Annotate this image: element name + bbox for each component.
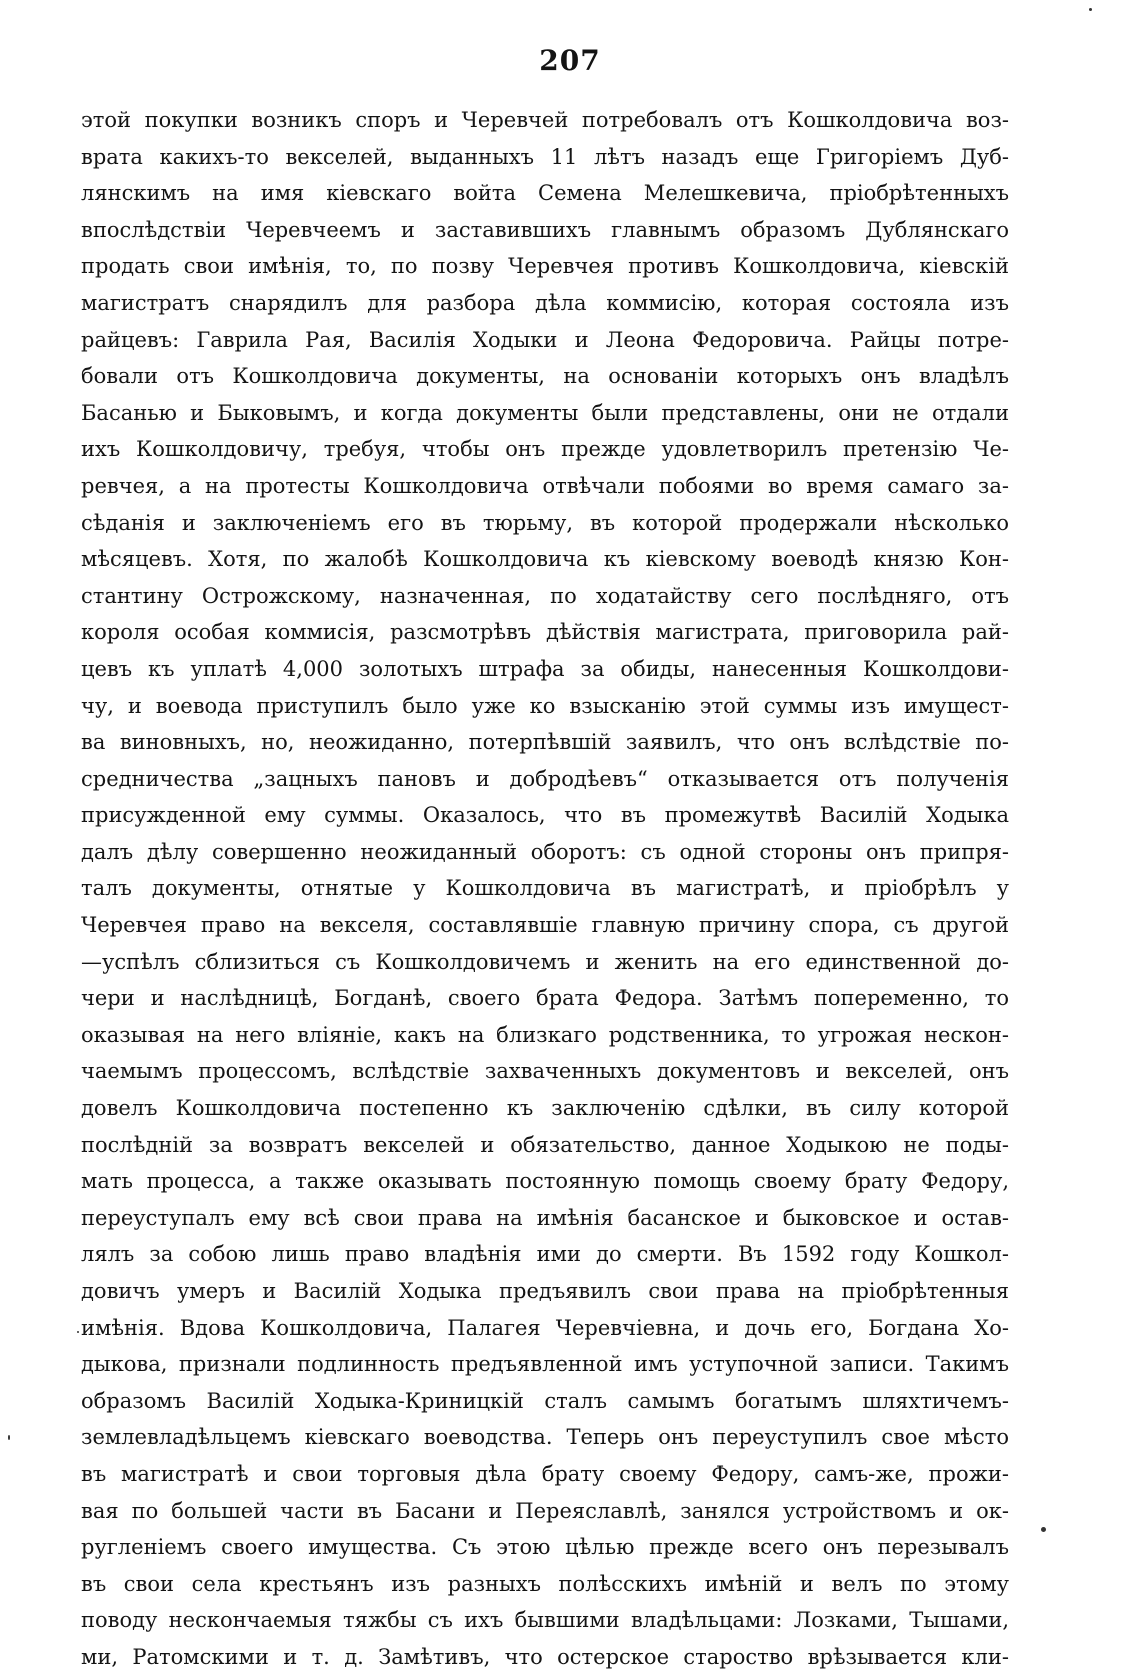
- text-line: средничества „зацныхъ пановъ и добродѣевъ“ отказывается отъ полученія: [81, 766, 1009, 791]
- text-line: поводу нескончаемыя тяжбы съ ихъ бывшими владѣльцами: Лозками, Тышами,: [81, 1608, 1009, 1633]
- text-line: стантину Острожскому, назначенная, по ходатайству сего послѣдняго, отъ: [81, 583, 1009, 608]
- scan-speck: [1089, 8, 1092, 11]
- text-line: послѣдній за возвратъ векселей и обязательство, данное Ходыкою не поды-: [81, 1132, 1009, 1157]
- text-line: Басанью и Быковымъ, и когда документы были представлены, они не отдали: [81, 400, 1009, 425]
- text-line: ревчея, а на протесты Кошколдовича отвѣчали побоями во время самаго за-: [81, 473, 1009, 498]
- text-line: далъ дѣлу совершенно неожиданный оборотъ: съ одной стороны онъ припря-: [81, 839, 1009, 864]
- text-line: дыкова, признали подлинность предъявленной имъ уступочной записи. Такимъ: [81, 1352, 1009, 1377]
- page-number: 207: [539, 44, 601, 77]
- text-line: въ свои села крестьянъ изъ разныхъ полѣсскихъ имѣній и велъ по этому: [81, 1571, 1009, 1596]
- text-line: цевъ къ уплатѣ 4,000 золотыхъ штрафа за обиды, нанесенныя Кошколдови-: [81, 656, 1009, 681]
- text-line: довичъ умеръ и Василій Ходыка предъявилъ свои права на пріобрѣтенныя: [81, 1279, 1009, 1303]
- scan-speck: [1041, 1527, 1046, 1532]
- text-line: талъ документы, отнятые у Кошколдовича въ магистратѣ, и пріобрѣлъ у: [81, 876, 1009, 901]
- text-line: чу, и воевода приступилъ было уже ко взысканію этой суммы изъ имущест-: [81, 693, 1009, 718]
- text-line: магистратъ снарядилъ для разбора дѣла коммисію, которая состояла изъ: [81, 290, 1009, 315]
- text-line: вая по большей части въ Басани и Переяславлѣ, занялся устройствомъ и ок-: [81, 1498, 1009, 1523]
- text-line: переуступалъ ему всѣ свои права на имѣнія басанское и быковское и остав-: [81, 1205, 1009, 1230]
- text-line: въ магистратѣ и свои торговыя дѣла брату своему Федору, самъ-же, прожи-: [81, 1461, 1009, 1486]
- text-line: бовали отъ Кошколдовича документы, на основаніи которыхъ онъ владѣлъ: [81, 364, 1009, 389]
- text-line: оказывая на него вліяніе, какъ на близкаго родственника, то угрожая нескон-: [81, 1022, 1009, 1047]
- text-line: лянскимъ на имя кіевскаго войта Семена Мелешкевича, пріобрѣтенныхъ: [81, 181, 1009, 206]
- text-line: имѣнія. Вдова Кошколдовича, Палагея Черевчіевна, и дочь его, Богдана Хо-: [81, 1315, 1009, 1340]
- text-line: мѣсяцевъ. Хотя, по жалобѣ Кошколдовича къ кіевскому воеводѣ князю Кон-: [81, 547, 1009, 572]
- text-line: продать свои имѣнія, то, по позву Черевчея противъ Кошколдовича, кіевскій: [81, 254, 1009, 279]
- text-line: образомъ Василій Ходыка-Криницкій сталъ самымъ богатымъ шляхтичемъ-: [81, 1388, 1009, 1413]
- text-line: землевладѣльцемъ кіевскаго воеводства. Теперь онъ переуступилъ свое мѣсто: [81, 1425, 1009, 1450]
- scan-speck: [8, 1435, 10, 1440]
- text-line: ихъ Кошколдовичу, требуя, чтобы онъ прежде удовлетворилъ претензію Че-: [81, 437, 1009, 462]
- scan-speck: [77, 1331, 79, 1333]
- text-line: лялъ за собою лишь право владѣнія ими до смерти. Въ 1592 году Кошкол-: [81, 1242, 1009, 1267]
- text-line: райцевъ: Гаврила Рая, Василія Ходыки и Леона Федоровича. Райцы потре-: [81, 327, 1009, 352]
- text-line: довелъ Кошколдовича постепенно къ заключенію сдѣлки, въ силу которой: [81, 1096, 1009, 1121]
- text-line: ва виновныхъ, но, неожиданно, потерпѣвшій заявилъ, что онъ вслѣдствіе по-: [81, 730, 1009, 755]
- text-line: сѣданія и заключеніемъ его въ тюрьму, въ которой продержали нѣсколько: [81, 510, 1009, 535]
- text-line: ми, Ратомскими и т. д. Замѣтивъ, что остерское староство врѣзывается кли-: [81, 1644, 1009, 1669]
- text-line: присужденной ему суммы. Оказалось, что въ промежутвѣ Василій Ходыка: [81, 803, 1009, 828]
- body-text: [81, 102, 1009, 1676]
- text-line: впослѣдствіи Черевчеемъ и заставившихъ главнымъ образомъ Дублянскаго: [81, 217, 1009, 242]
- text-line: чаемымъ процессомъ, вслѣдствіе захваченныхъ документовъ и векселей, онъ: [81, 1059, 1009, 1084]
- text-line: Черевчея право на векселя, составлявшіе главную причину спора, съ другой: [81, 913, 1009, 938]
- text-line: ругленіемъ своего имущества. Съ этою цѣлью прежде всего онъ перезывалъ: [81, 1535, 1009, 1560]
- text-line: короля особая коммисія, разсмотрѣвъ дѣйствія магистрата, приговорила рай-: [81, 620, 1009, 645]
- text-line: мать процесса, а также оказывать постоянную помощь своему брату Федору,: [81, 1169, 1009, 1194]
- text-line: этой покупки возникъ споръ и Черевчей потребовалъ отъ Кошколдовича воз-: [81, 108, 1009, 132]
- text-line: чери и наслѣдницѣ, Богданѣ, своего брата Федора. Затѣмъ попеременно, то: [81, 986, 1009, 1011]
- text-line: врата какихъ-то векселей, выданныхъ 11 лѣтъ назадъ еще Григоріемъ Дуб-: [81, 144, 1009, 169]
- text-line: —успѣлъ сблизиться съ Кошколдовичемъ и женить на его единственной до-: [81, 949, 1009, 974]
